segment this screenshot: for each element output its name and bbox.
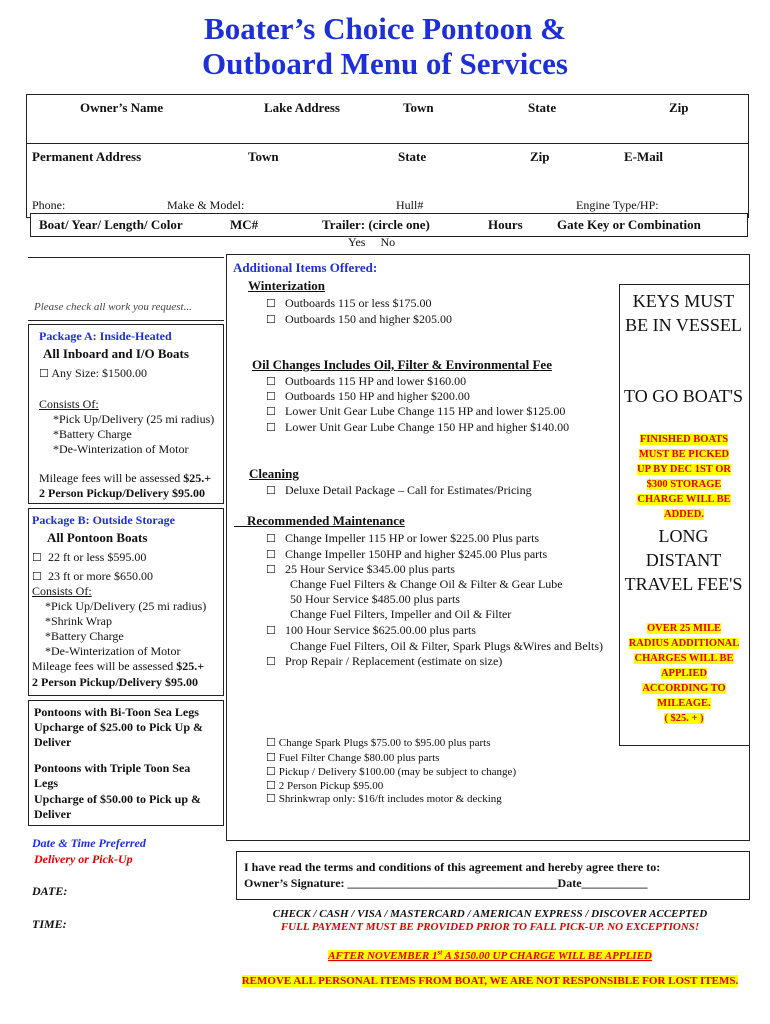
maintenance-title: Recommended Maintenance <box>247 513 405 528</box>
package-a-title: Package A: Inside-Heated <box>39 329 172 343</box>
delivery-or-pickup: Delivery or Pick-Up <box>34 852 133 866</box>
maintenance-detail: 50 Hour Service $485.00 plus parts <box>290 592 460 606</box>
extra-item: 2 Person Pickup $95.00 <box>278 780 384 792</box>
remove-items-notice: REMOVE ALL PERSONAL ITEMS FROM BOAT, WE ARE NOT RESPONSIBLE FOR LOST ITEMS. <box>241 975 739 987</box>
checkbox-icon[interactable]: ☐ <box>266 549 276 561</box>
package-b-item: *De-Winterization of Motor <box>45 644 181 658</box>
package-a-item: *De-Winterization of Motor <box>53 442 189 456</box>
winterization-item: Outboards 115 or less $175.00 <box>285 296 432 310</box>
package-b-option: 23 ft or more $650.00 <box>48 569 153 583</box>
page-title-line-1: Boater’s Choice Pontoon & <box>204 11 566 46</box>
package-b-option: 22 ft or less $595.00 <box>48 550 147 564</box>
checkbox-icon[interactable]: ☐ <box>266 564 276 576</box>
checkbox-icon[interactable]: ☐ <box>266 793 276 805</box>
checkbox-icon[interactable]: ☐ <box>266 752 276 764</box>
keys-notice: KEYS MUST BE IN VESSEL <box>625 291 742 335</box>
package-a-item: *Battery Charge <box>53 427 132 441</box>
time-label[interactable]: TIME: <box>32 917 67 931</box>
email-label: E-Mail <box>624 149 663 164</box>
checkbox-icon[interactable]: ☐ <box>266 298 276 310</box>
package-a-mileage: Mileage fees will be assessed <box>39 471 184 485</box>
checkbox-icon[interactable]: ☐ <box>266 422 276 434</box>
package-b-pickup: 2 Person Pickup/Delivery $95.00 <box>32 675 198 689</box>
permanent-address-label: Permanent Address <box>32 149 142 164</box>
package-b-consists: Consists Of: <box>32 584 92 598</box>
check-work-prompt: Please check all work you request... <box>34 301 192 313</box>
over-25-mile-notice: OVER 25 MILE RADIUS ADDITIONAL CHARGES WILL BE APPLIED ACCORDING TO MILEAGE. <box>628 623 740 709</box>
phone-label: Phone: <box>32 198 66 212</box>
maintenance-item: Change Impeller 150HP and higher $245.00 Plus parts <box>285 547 548 561</box>
maintenance-item: 100 Hour Service $625.00.00 plus parts <box>285 623 476 637</box>
oil-item: Outboards 115 HP and lower $160.00 <box>285 374 467 388</box>
date-label[interactable]: DATE: <box>32 884 68 898</box>
triple-toon-upcharge: Upcharge of $50.00 to Pick up & Deliver <box>34 792 201 821</box>
package-a-item: *Pick Up/Delivery (25 mi radius) <box>53 412 215 426</box>
trailer-label: Trailer: (circle one) <box>322 217 430 232</box>
oil-changes-title: Oil Changes Includes Oil, Filter & Environmental Fee <box>252 357 552 372</box>
november-upcharge-sup: st <box>437 948 443 956</box>
checkbox-icon[interactable]: ☐ <box>266 533 276 545</box>
checkbox-icon[interactable]: ☐ <box>32 571 42 583</box>
maintenance-item: Change Impeller 115 HP or lower $225.00 Plus parts <box>285 531 540 545</box>
maintenance-item: Prop Repair / Replacement (estimate on size) <box>285 654 503 668</box>
package-a-subtitle: All Inboard and I/O Boats <box>43 346 189 361</box>
package-b-item: *Pick Up/Delivery (25 mi radius) <box>45 599 207 613</box>
hours-label: Hours <box>488 217 523 232</box>
maintenance-item: 25 Hour Service $345.00 plus parts <box>285 562 455 576</box>
maintenance-detail: Change Fuel Filters, Impeller and Oil & Filter <box>290 607 512 621</box>
owner-name-label: Owner’s Name <box>80 100 164 115</box>
checkbox-icon[interactable]: ☐ <box>266 737 276 749</box>
signature-line[interactable]: ___________________________________ <box>347 876 558 890</box>
additional-items-header: Additional Items Offered: <box>233 260 378 275</box>
sign-date-line[interactable]: ___________ <box>581 876 648 890</box>
checkbox-icon[interactable]: ☐ <box>266 314 276 326</box>
november-upcharge-pre: AFTER NOVEMBER 1 <box>328 949 438 962</box>
make-model-label: Make & Model: <box>167 198 245 212</box>
lake-address-label: Lake Address <box>264 100 340 115</box>
hull-label: Hull# <box>396 198 424 212</box>
cleaning-title: Cleaning <box>249 466 299 481</box>
triple-toon-title: Pontoons with Triple Toon Sea Legs <box>34 761 191 790</box>
checkbox-icon[interactable]: ☐ <box>266 780 276 792</box>
bi-toon-upcharge: Upcharge of $25.00 to Pick Up & Deliver <box>34 720 203 749</box>
package-a-pickup: 2 Person Pickup/Delivery $95.00 <box>39 486 205 500</box>
package-a-mileage-amount: $25.+ <box>183 471 212 485</box>
mc-label: MC# <box>230 217 259 232</box>
extra-item: Fuel Filter Change $80.00 plus parts <box>278 752 440 764</box>
checkbox-icon[interactable]: ☐ <box>266 376 276 388</box>
checkbox-icon[interactable]: ☐ <box>266 485 276 497</box>
to-go-notice: TO GO BOAT'S <box>624 386 743 406</box>
town-label: Town <box>403 100 434 115</box>
state-label: State <box>528 100 557 115</box>
package-a-option: Any Size: $1500.00 <box>51 366 148 380</box>
package-b-item: *Shrink Wrap <box>45 614 112 628</box>
november-upcharge-post: A $150.00 UP CHARGE WILL BE APPLIED <box>442 949 652 962</box>
package-b-subtitle: All Pontoon Boats <box>47 530 148 545</box>
oil-item: Lower Unit Gear Lube Change 115 HP and lower $125.00 <box>285 404 566 418</box>
page-title-line-2: Outboard Menu of Services <box>202 46 568 81</box>
checkbox-icon[interactable]: ☐ <box>266 766 276 778</box>
checkbox-icon[interactable]: ☐ <box>266 625 276 637</box>
state-label-2: State <box>398 149 427 164</box>
cleaning-item: Deluxe Detail Package – Call for Estimates/Pricing <box>285 483 532 497</box>
bi-toon-title: Pontoons with Bi-Toon Sea Legs <box>34 705 199 719</box>
package-a-consists: Consists Of: <box>39 397 99 411</box>
checkbox-icon[interactable]: ☐ <box>39 368 49 380</box>
gate-key-label: Gate Key or Combination <box>557 217 701 232</box>
trailer-options[interactable]: Yes No <box>348 235 396 249</box>
extra-item: Shrinkwrap only: $16/ft includes motor & decking <box>278 793 502 805</box>
sign-date-label: Date <box>557 876 582 890</box>
town-label-2: Town <box>248 149 279 164</box>
signature-label: Owner’s Signature: <box>244 876 345 890</box>
full-payment-notice: FULL PAYMENT MUST BE PROVIDED PRIOR TO FALL PICK-UP. NO EXCEPTIONS! <box>280 921 700 933</box>
oil-item: Lower Unit Gear Lube Change 150 HP and higher $140.00 <box>285 420 570 434</box>
checkbox-icon[interactable]: ☐ <box>266 406 276 418</box>
package-b-title: Package B: Outside Storage <box>32 513 175 527</box>
zip-label-2: Zip <box>530 149 550 164</box>
winterization-item: Outboards 150 and higher $205.00 <box>285 312 452 326</box>
checkbox-icon[interactable]: ☐ <box>266 656 276 668</box>
long-distance-notice: LONG DISTANT TRAVEL FEE'S <box>624 526 743 594</box>
package-b-item: *Battery Charge <box>45 629 124 643</box>
zip-label: Zip <box>669 100 689 115</box>
package-b-mileage-amount: $25.+ <box>176 659 205 673</box>
agreement-text: I have read the terms and conditions of this agreement and hereby agree there to: <box>244 860 661 874</box>
maintenance-detail: Change Fuel Filters & Change Oil & Filter & Gear Lube <box>290 577 563 591</box>
checkbox-icon[interactable]: ☐ <box>266 391 276 403</box>
finished-boats-notice: FINISHED BOATS MUST BE PICKED UP BY DEC 1ST OR $300 STORAGE CHARGE WILL BE ADDED. <box>637 434 731 520</box>
package-b-mileage: Mileage fees will be assessed <box>32 659 177 673</box>
extra-item: Pickup / Delivery $100.00 (may be subject to change) <box>278 766 517 778</box>
oil-item: Outboards 150 HP and higher $200.00 <box>285 389 470 403</box>
winterization-title: Winterization <box>248 278 326 293</box>
maintenance-detail: Change Fuel Filters, Oil & Filter, Spark Plugs &Wires and Belts) <box>290 639 604 653</box>
checkbox-icon[interactable]: ☐ <box>32 552 42 564</box>
date-time-preferred: Date & Time Preferred <box>32 836 146 850</box>
boat-year-label: Boat/ Year/ Length/ Color <box>39 217 183 232</box>
over-25-mile-amount: ( $25. + ) <box>664 713 704 724</box>
extra-item: Change Spark Plugs $75.00 to $95.00 plus parts <box>278 737 491 749</box>
engine-type-label: Engine Type/HP: <box>576 198 659 212</box>
payment-methods: CHECK / CASH / VISA / MASTERCARD / AMERICAN EXPRESS / DISCOVER ACCEPTED <box>272 908 708 920</box>
